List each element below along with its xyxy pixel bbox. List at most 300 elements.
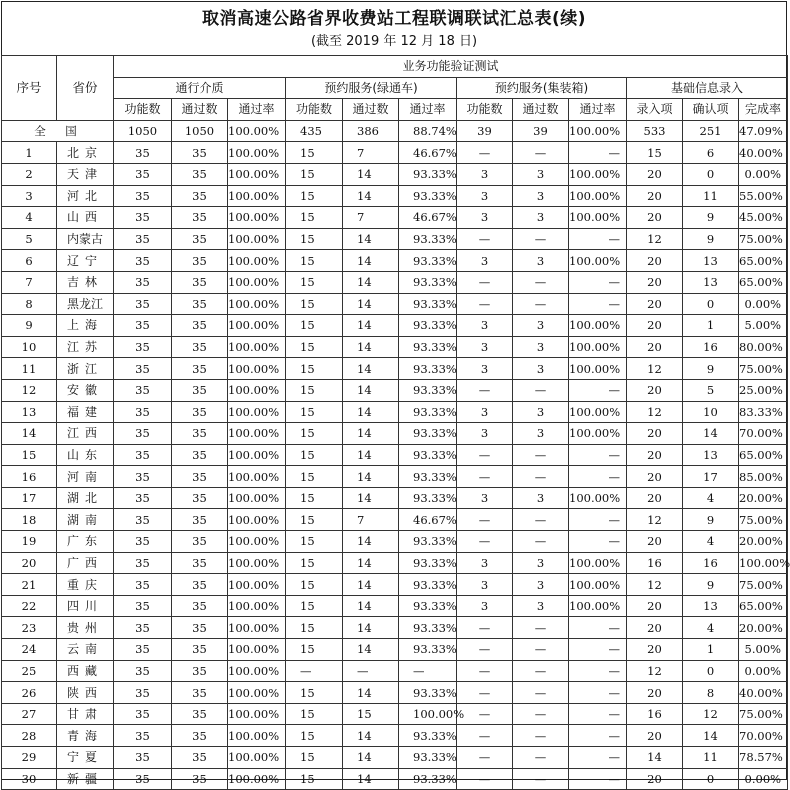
data-cell: — <box>569 660 627 682</box>
table-row <box>2 487 788 509</box>
data-cell: 35 <box>114 531 172 553</box>
data-cell: 100.00% <box>228 336 286 358</box>
data-cell: 15 <box>286 207 343 229</box>
data-cell: 20 <box>627 207 683 229</box>
data-cell: 93.33% <box>399 574 457 596</box>
data-cell: 46.67% <box>399 509 457 531</box>
data-cell: 15 <box>286 617 343 639</box>
row-number: 8 <box>2 293 57 315</box>
data-cell: 20 <box>627 639 683 661</box>
province-name: 西藏 <box>57 660 114 682</box>
sub-header-cell: 功能数 <box>457 99 513 121</box>
data-cell: 14 <box>343 250 399 272</box>
data-cell: 75.00% <box>739 358 788 380</box>
data-cell: 93.33% <box>399 185 457 207</box>
table-row <box>2 315 788 337</box>
data-cell: 20 <box>627 531 683 553</box>
data-cell: 15 <box>627 142 683 164</box>
data-cell: 15 <box>286 271 343 293</box>
data-cell: 35 <box>114 250 172 272</box>
data-cell: 0.00% <box>739 293 788 315</box>
data-cell: 100.00% <box>228 725 286 747</box>
row-number: 27 <box>2 703 57 725</box>
data-cell: 8 <box>683 682 739 704</box>
row-number: 12 <box>2 379 57 401</box>
data-cell: 3 <box>457 250 513 272</box>
data-cell: 35 <box>114 768 172 790</box>
sub-header-cell: 功能数 <box>286 99 343 121</box>
data-cell: 20 <box>627 487 683 509</box>
data-cell: 100.00% <box>399 703 457 725</box>
province-name: 内蒙古 <box>57 228 114 250</box>
data-cell: 100.00% <box>569 574 627 596</box>
row-number: 30 <box>2 768 57 790</box>
data-cell: — <box>513 466 569 488</box>
province-name: 云南 <box>57 639 114 661</box>
data-cell: 100.00% <box>228 660 286 682</box>
data-cell: 12 <box>627 509 683 531</box>
data-cell: 16 <box>627 552 683 574</box>
total-cell: 435 <box>286 120 343 142</box>
data-cell: 20 <box>627 444 683 466</box>
data-cell: 20.00% <box>739 617 788 639</box>
data-cell: 85.00% <box>739 466 788 488</box>
data-cell: 20.00% <box>739 487 788 509</box>
table-row <box>2 552 788 574</box>
province-name: 福建 <box>57 401 114 423</box>
data-cell: 100.00% <box>569 595 627 617</box>
data-cell: 35 <box>114 617 172 639</box>
data-cell: 35 <box>172 207 228 229</box>
data-cell: 100.00% <box>228 228 286 250</box>
data-cell: 3 <box>513 574 569 596</box>
data-cell: 14 <box>343 401 399 423</box>
data-cell: 35 <box>172 768 228 790</box>
data-cell: 0.00% <box>739 163 788 185</box>
data-cell: 14 <box>343 423 399 445</box>
sub-header-cell: 通过数 <box>513 99 569 121</box>
province-name: 山东 <box>57 444 114 466</box>
data-cell: 3 <box>513 552 569 574</box>
row-number: 16 <box>2 466 57 488</box>
data-cell: 14 <box>683 423 739 445</box>
data-cell: 7 <box>343 142 399 164</box>
row-number: 20 <box>2 552 57 574</box>
data-cell: 3 <box>513 487 569 509</box>
data-cell: 35 <box>172 617 228 639</box>
data-cell: — <box>457 444 513 466</box>
data-cell: 13 <box>683 250 739 272</box>
data-cell: 15 <box>286 379 343 401</box>
data-cell: 78.57% <box>739 747 788 769</box>
data-cell: 15 <box>286 315 343 337</box>
data-cell: 0 <box>683 660 739 682</box>
data-cell: — <box>569 142 627 164</box>
data-cell: 35 <box>172 163 228 185</box>
data-cell: — <box>513 768 569 790</box>
province-name: 广东 <box>57 531 114 553</box>
row-number: 15 <box>2 444 57 466</box>
data-cell: 15 <box>286 163 343 185</box>
row-number: 17 <box>2 487 57 509</box>
table-row <box>2 423 788 445</box>
data-cell: 40.00% <box>739 682 788 704</box>
province-name: 青海 <box>57 725 114 747</box>
data-cell: 12 <box>627 660 683 682</box>
data-cell: 100.00% <box>739 552 788 574</box>
data-cell: — <box>569 682 627 704</box>
row-number: 14 <box>2 423 57 445</box>
data-cell: 100.00% <box>228 271 286 293</box>
row-number: 3 <box>2 185 57 207</box>
data-cell: — <box>513 682 569 704</box>
data-cell: 9 <box>683 207 739 229</box>
sub-header-cell: 确认项 <box>683 99 739 121</box>
data-cell: 35 <box>114 379 172 401</box>
data-cell: 35 <box>172 747 228 769</box>
data-cell: 75.00% <box>739 228 788 250</box>
data-cell: 14 <box>627 747 683 769</box>
data-cell: 93.33% <box>399 358 457 380</box>
data-cell: 16 <box>683 552 739 574</box>
data-cell: 100.00% <box>228 639 286 661</box>
data-cell: 20 <box>627 379 683 401</box>
table-row <box>2 228 788 250</box>
data-cell: 93.33% <box>399 423 457 445</box>
data-cell: 15 <box>286 595 343 617</box>
data-cell: 93.33% <box>399 315 457 337</box>
data-cell: 35 <box>172 466 228 488</box>
data-cell: 14 <box>343 163 399 185</box>
data-cell: 93.33% <box>399 639 457 661</box>
data-cell: — <box>569 747 627 769</box>
data-cell: — <box>457 228 513 250</box>
data-cell: 100.00% <box>228 423 286 445</box>
data-cell: — <box>569 509 627 531</box>
data-cell: — <box>513 293 569 315</box>
data-cell: 35 <box>172 250 228 272</box>
data-cell: 93.33% <box>399 466 457 488</box>
table-row <box>2 747 788 769</box>
data-cell: — <box>343 660 399 682</box>
total-cell: 39 <box>513 120 569 142</box>
data-cell: 93.33% <box>399 163 457 185</box>
data-cell: 70.00% <box>739 725 788 747</box>
table-row <box>2 293 788 315</box>
province-name: 辽宁 <box>57 250 114 272</box>
data-cell: 3 <box>457 315 513 337</box>
data-cell: 35 <box>172 487 228 509</box>
row-number: 18 <box>2 509 57 531</box>
data-cell: 93.33% <box>399 444 457 466</box>
data-cell: 14 <box>343 768 399 790</box>
table-row <box>2 531 788 553</box>
data-cell: 46.67% <box>399 207 457 229</box>
data-cell: 13 <box>683 444 739 466</box>
data-cell: — <box>513 639 569 661</box>
data-cell: 14 <box>343 617 399 639</box>
data-cell: 14 <box>343 595 399 617</box>
data-cell: 15 <box>286 768 343 790</box>
data-cell: 14 <box>343 379 399 401</box>
row-number: 19 <box>2 531 57 553</box>
data-cell: — <box>457 379 513 401</box>
data-cell: 15 <box>286 228 343 250</box>
data-cell: 35 <box>114 444 172 466</box>
data-cell: 0 <box>683 768 739 790</box>
data-cell: 0 <box>683 163 739 185</box>
data-cell: 100.00% <box>569 207 627 229</box>
data-cell: — <box>457 293 513 315</box>
data-cell: 100.00% <box>228 768 286 790</box>
data-cell: 15 <box>286 423 343 445</box>
data-cell: 93.33% <box>399 336 457 358</box>
data-cell: 35 <box>172 293 228 315</box>
data-cell: 20 <box>627 595 683 617</box>
data-cell: 100.00% <box>228 163 286 185</box>
data-cell: 35 <box>114 185 172 207</box>
total-label: 全 国 <box>2 120 114 142</box>
province-name: 江苏 <box>57 336 114 358</box>
province-name: 安徽 <box>57 379 114 401</box>
total-cell: 39 <box>457 120 513 142</box>
data-cell: 65.00% <box>739 250 788 272</box>
data-cell: 100.00% <box>569 250 627 272</box>
header-province: 省份 <box>57 56 114 121</box>
data-cell: 6 <box>683 142 739 164</box>
data-cell: 93.33% <box>399 595 457 617</box>
data-cell: 3 <box>457 207 513 229</box>
data-cell: 15 <box>286 682 343 704</box>
data-cell: 35 <box>172 552 228 574</box>
province-name: 重庆 <box>57 574 114 596</box>
data-cell: 15 <box>286 552 343 574</box>
table-row <box>2 509 788 531</box>
data-cell: 9 <box>683 574 739 596</box>
data-cell: 11 <box>683 185 739 207</box>
data-cell: 4 <box>683 487 739 509</box>
data-cell: 14 <box>343 574 399 596</box>
data-cell: 35 <box>172 379 228 401</box>
row-number: 9 <box>2 315 57 337</box>
data-cell: 3 <box>457 336 513 358</box>
data-cell: 16 <box>683 336 739 358</box>
data-cell: 35 <box>114 639 172 661</box>
data-cell: 80.00% <box>739 336 788 358</box>
data-cell: 100.00% <box>569 401 627 423</box>
data-cell: 17 <box>683 466 739 488</box>
data-cell: — <box>457 509 513 531</box>
data-cell: 93.33% <box>399 747 457 769</box>
data-cell: 15 <box>286 250 343 272</box>
data-cell: 35 <box>172 185 228 207</box>
data-cell: 35 <box>114 207 172 229</box>
data-cell: — <box>513 617 569 639</box>
data-cell: 9 <box>683 228 739 250</box>
data-cell: 35 <box>114 271 172 293</box>
data-cell: 35 <box>172 271 228 293</box>
total-cell: 47.09% <box>739 120 788 142</box>
data-cell: — <box>569 379 627 401</box>
table-row <box>2 617 788 639</box>
row-number: 7 <box>2 271 57 293</box>
data-cell: 3 <box>513 595 569 617</box>
total-row <box>2 120 788 142</box>
data-cell: 100.00% <box>228 595 286 617</box>
data-cell: 3 <box>457 163 513 185</box>
data-cell: 20 <box>627 725 683 747</box>
data-cell: 10 <box>683 401 739 423</box>
data-cell: 3 <box>457 487 513 509</box>
summary-sheet <box>1 1 790 786</box>
data-cell: 13 <box>683 271 739 293</box>
data-cell: 35 <box>114 423 172 445</box>
data-cell: — <box>569 639 627 661</box>
data-cell: — <box>569 271 627 293</box>
row-number: 26 <box>2 682 57 704</box>
data-cell: 20 <box>627 250 683 272</box>
data-cell: — <box>513 660 569 682</box>
row-number: 21 <box>2 574 57 596</box>
row-number: 24 <box>2 639 57 661</box>
data-cell: 20 <box>627 293 683 315</box>
data-cell: 14 <box>343 293 399 315</box>
sub-header-cell: 通过数 <box>172 99 228 121</box>
data-cell: 35 <box>172 444 228 466</box>
data-cell: 93.33% <box>399 487 457 509</box>
data-cell: — <box>457 660 513 682</box>
data-cell: 15 <box>286 509 343 531</box>
data-cell: 14 <box>343 487 399 509</box>
row-number: 11 <box>2 358 57 380</box>
data-cell: 35 <box>114 660 172 682</box>
data-cell: 35 <box>114 725 172 747</box>
data-cell: 45.00% <box>739 207 788 229</box>
province-name: 上海 <box>57 315 114 337</box>
data-cell: 3 <box>457 552 513 574</box>
data-cell: 83.33% <box>739 401 788 423</box>
province-name: 吉林 <box>57 271 114 293</box>
data-cell: — <box>513 271 569 293</box>
data-cell: 35 <box>172 703 228 725</box>
data-cell: 5 <box>683 379 739 401</box>
data-cell: 3 <box>513 163 569 185</box>
sub-header-cell: 完成率 <box>739 99 788 121</box>
row-number: 13 <box>2 401 57 423</box>
data-cell: 100.00% <box>228 379 286 401</box>
data-cell: 16 <box>627 703 683 725</box>
data-cell: 35 <box>172 358 228 380</box>
sub-header-cell: 通过数 <box>343 99 399 121</box>
data-cell: 55.00% <box>739 185 788 207</box>
province-name: 甘肃 <box>57 703 114 725</box>
data-cell: 14 <box>683 725 739 747</box>
sub-header-cell: 通过率 <box>399 99 457 121</box>
data-cell: 11 <box>683 747 739 769</box>
data-cell: — <box>569 444 627 466</box>
data-cell: 3 <box>457 574 513 596</box>
data-cell: 14 <box>343 552 399 574</box>
table-row <box>2 271 788 293</box>
table-row <box>2 682 788 704</box>
table-row <box>2 336 788 358</box>
data-cell: 12 <box>627 574 683 596</box>
data-cell: — <box>513 142 569 164</box>
data-cell: 3 <box>457 358 513 380</box>
header-section-basic-info: 基础信息录入 <box>627 77 788 99</box>
province-name: 宁夏 <box>57 747 114 769</box>
data-cell: — <box>513 228 569 250</box>
data-cell: 35 <box>172 228 228 250</box>
data-cell: — <box>513 725 569 747</box>
table-body <box>2 120 788 789</box>
data-cell: 3 <box>457 185 513 207</box>
province-name: 新疆 <box>57 768 114 790</box>
data-cell: 100.00% <box>228 682 286 704</box>
data-cell: 14 <box>343 725 399 747</box>
data-cell: — <box>457 639 513 661</box>
table-row <box>2 574 788 596</box>
table-row <box>2 444 788 466</box>
data-cell: 93.33% <box>399 552 457 574</box>
data-cell: 5.00% <box>739 639 788 661</box>
data-cell: 35 <box>172 682 228 704</box>
province-name: 四川 <box>57 595 114 617</box>
data-cell: 15 <box>286 725 343 747</box>
data-cell: 7 <box>343 207 399 229</box>
table-row <box>2 768 788 790</box>
data-cell: 100.00% <box>228 703 286 725</box>
total-cell: 1050 <box>172 120 228 142</box>
data-cell: 15 <box>286 703 343 725</box>
data-cell: — <box>569 768 627 790</box>
total-cell: 251 <box>683 120 739 142</box>
data-cell: 100.00% <box>228 293 286 315</box>
data-cell: 1 <box>683 315 739 337</box>
data-cell: 3 <box>513 401 569 423</box>
data-cell: — <box>569 531 627 553</box>
data-cell: 93.33% <box>399 401 457 423</box>
data-cell: 14 <box>343 358 399 380</box>
data-cell: 35 <box>114 487 172 509</box>
row-number: 23 <box>2 617 57 639</box>
data-cell: 15 <box>286 747 343 769</box>
data-cell: 100.00% <box>228 747 286 769</box>
data-cell: 14 <box>343 466 399 488</box>
data-cell: 100.00% <box>569 163 627 185</box>
province-name: 山西 <box>57 207 114 229</box>
data-cell: 15 <box>286 358 343 380</box>
data-cell: 100.00% <box>228 207 286 229</box>
data-cell: 40.00% <box>739 142 788 164</box>
data-cell: 35 <box>172 531 228 553</box>
data-cell: 3 <box>513 207 569 229</box>
data-cell: — <box>569 228 627 250</box>
sub-header-cell: 功能数 <box>114 99 172 121</box>
data-cell: 14 <box>343 747 399 769</box>
data-cell: 14 <box>343 228 399 250</box>
data-cell: 75.00% <box>739 574 788 596</box>
data-cell: 35 <box>172 315 228 337</box>
data-cell: 35 <box>114 142 172 164</box>
data-cell: 35 <box>114 703 172 725</box>
data-cell: 93.33% <box>399 250 457 272</box>
data-cell: — <box>457 531 513 553</box>
data-cell: — <box>457 142 513 164</box>
data-cell: 14 <box>343 185 399 207</box>
data-cell: 15 <box>286 185 343 207</box>
sub-header-cell: 通过率 <box>228 99 286 121</box>
